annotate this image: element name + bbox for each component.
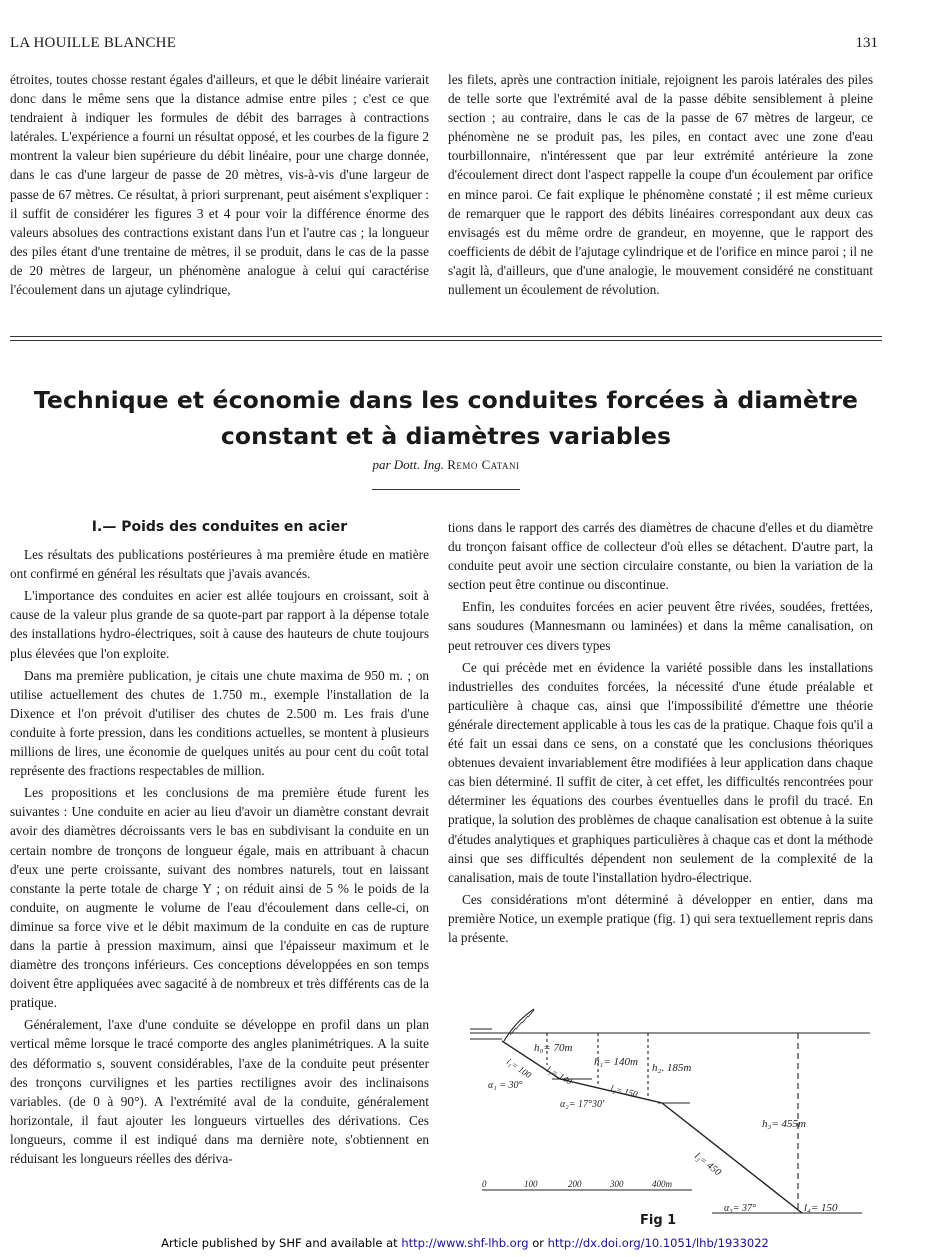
paragraph: les filets, après une contraction initiale, rejoignent les parois latérales des piles de telle sorte que l'extrémité aval de la passe débite sensiblement à pleine section ; au contraire, dans le cas de la passe de 67 mètres de largeur, ce phénomène ne se produit pas, les piles, en contact avec une zone d'eau tourbillonnaire, n'intéressent que par leur extrémité antérieure la zone d'écoulement direct dont l'aspect rappelle la coupe d'un écoulement par orifice en mince paroi. Ce fait explique le phénomène constaté ; il est même curieux de remarquer que le rapport des débits linéaires correspondant aux deux cas envisagés est du même ordre de grandeur, en moyenne, que le rapport des coefficients de débit de l'ajutage cylindrique et de l'orifice en mince paroi ; il ne s'agit là, d'ailleurs, que d'une analogie, le mouvement considéré ne constituant nullement un écoulement de révolution. [448, 72, 873, 298]
article-title-line: Technique et économie dans les conduites forcées à diamètre [33, 386, 859, 414]
separator-rule [10, 336, 882, 337]
label-l1: l₁= 140 [545, 1064, 574, 1087]
penstock-profile-figure [462, 1005, 882, 1235]
label-l2: l₂= 150 [609, 1083, 639, 1100]
label-h2: h₂. 185m [652, 1062, 692, 1074]
byline-prefix: par Dott. Ing. [372, 457, 444, 472]
label-a2: α₂= 17°30' [560, 1099, 605, 1110]
label-h0: h₀= 70m [534, 1042, 573, 1054]
footer-prefix: Article published by SHF and available at [161, 1236, 398, 1250]
paragraph: Généralement, l'axe d'une conduite se développe en profil dans un plan vertical même lorsque le tracé comporte des angles planimétriques. A la suite des déformatio s, souvent considérables, l'axe de la conduite peut présenter des tronçons curvilignes et les parties rectilignes avoir des inclinaisons variables. (de 0 à 90°). A l'extrémité aval de la conduite, généralement horizontale, il faut ajouter les longueurs virtuelles des dérivations. Ces longueurs, comme il est indiqué dans ma dernière note, s'obtiennent en réduisant les longueurs réelles des dériva- [10, 1017, 429, 1166]
paragraph: tions dans le rapport des carrés des diamètres de chacune d'elles et du diamètre du tronçon faisant office de collecteur d'où elles se détachent. D'autre part, la conduite peut avoir une section circulaire constante, ou bien la variation de la section peut être continue ou discontinue. [448, 520, 873, 593]
separator-rule [10, 340, 882, 341]
footer-link[interactable]: http://dx.doi.org/10.1051/lhb/1933022 [547, 1236, 769, 1250]
scale-tick: 400m [652, 1179, 672, 1189]
paragraph: Les résultats des publications postérieures à ma première étude en matière ont confirmé en général les résultats que j'avais avancés. [10, 547, 429, 582]
byline-rule [372, 489, 520, 490]
label-i1: i₁= 100 [504, 1056, 534, 1081]
scale-tick: 300 [610, 1179, 624, 1189]
article-title [10, 382, 882, 454]
article-title-line: constant et à diamètres variables [220, 422, 672, 450]
figure-caption: Fig 1 [640, 1213, 677, 1228]
footer-link[interactable]: http://www.shf-lhb.org [401, 1236, 529, 1250]
label-h3: h₃= 455m [762, 1118, 806, 1130]
paragraph: Enfin, les conduites forcées en acier peuvent être rivées, soudées, frettées, sans soudures (Mannesmann ou laminées) et dans la même canalisation, on peut retrouver ces divers types [448, 599, 873, 653]
label-l3: l₃= 450 [692, 1150, 723, 1179]
body-left-column [10, 518, 429, 1168]
paragraph: Dans ma première publication, je citais une chute maxima de 950 m. ; on utilise actuellement des chutes de 1.750 m., exemple l'installation de la Dixence et l'on prévoit d'utiliser des chutes de 2.500 m. Les frais d'une conduite à forte pression, dans les conditions actuelles, se montent à plusieurs millions de lires, une économie de quelques unités au pour cent du coût total représente des fractions respectables de million. [10, 667, 429, 779]
page-number: 131 [855, 35, 878, 51]
paragraph: Ce qui précède met en évidence la variété possible dans les installations industrielles des conduites forcées, la nécessité d'une étude préalable et particulière à chaque cas, ainsi que l'impossibilité d'émettre une théorie générale directement applicable à tous les cas de la pratique. Chaque fois qu'il a été fait un essai dans ce sens, on a constaté que les conclusions théoriques obtenues devaient invariablement être modifiées à leur application dans chaque cas bien déterminé. Il suffit de citer, à cet effet, les difficultés rencontrées pour déterminer les équations des courbes éventuelles dans le profil du tracé. En pratique, la solution des problèmes de chaque canalisation est obtenue à la suite d'études analytiques et graphiques particulières à chaque cas et dont la méthode ainsi que ses difficultés dépendent non seulement de la complexité de la canalisation, mais de toute l'installation hydro-électrique. [448, 659, 873, 885]
scale-tick: 0 [482, 1179, 487, 1189]
journal-name: LA HOUILLE BLANCHE [10, 35, 177, 51]
author-name: Remo Catani [447, 457, 520, 472]
dam-hatching [510, 1010, 534, 1035]
scale-tick: 100 [524, 1179, 538, 1189]
body-right-column [448, 518, 873, 947]
paragraph: L'importance des conduites en acier est allée toujours en croissant, soit à cause de la valeur plus grande de sa quote-part par rapport à la dépense totale des installations hydro-électriques, soit à cause des hauteurs de chute toujours plus élevées que l'on exploite. [10, 588, 429, 661]
scale-tick: 200 [568, 1179, 582, 1189]
footer-middle: or [532, 1236, 544, 1250]
paragraph: étroites, toutes chosse restant égales d'ailleurs, et que le débit linéaire varierait donc dans le même sens que la distance admise entre piles ; c'est ce que tendraient à indiquer les formules de débit des barrages à contractions latérales. L'expérience a fourni un résultat opposé, et les courbes de la figure 2 montrent la valeur bien supérieure du débit linéaire, pour une charge donnée, dans le cas d'une largeur de passe de 20 mètres, vis-à-vis d'une largeur de passe de 67 mètres. Ce résultat, à priori surprenant, peut aisément s'expliquer : il suffit de considérer les figures 3 et 4 pour voir la différence énorme des valeurs absolues des contractions existant dans l'un et l'autre cas ; la longueur des piles étant d'une trentaine de mètres, il se produit, dans le cas de la passe de 20 mètres de largeur, un phénomène analogue à celui qui caractérise l'écoulement dans un ajutage cylindrique, [10, 72, 429, 298]
running-header [10, 35, 878, 55]
byline [10, 457, 882, 473]
paragraph: Ces considérations m'ont déterminé à développer en entier, dans ma première Notice, un exemple pratique (fig. 1) qui sera textuellement repris dans la présente. [448, 891, 873, 945]
section-heading: I.— Poids des conduites en acier [91, 519, 348, 535]
paragraph: Les propositions et les conclusions de ma première étude furent les suivantes : Une conduite en acier au lieu d'avoir un diamètre constant devrait avoir des diamètres décroissants vers le bas en subdivisant la conduite en un certain nombre de tronçons de longueur égale, mais en attribuant à chacun d'eux une perte croissante, suivant des nombres naturels, tout en laissant constante la perte totale de charge Y ; on réduit ainsi de 5 % le poids de la conduite, on augmente le volume de l'eau d'écoulement dans celle-ci, on diminue sa force vive et le débit maximum de la conduite en cas de rupture dans la partie à pression maximum, ainsi que l'épaisseur maximum et le diamètre des tronçons inférieurs. Ces conceptions développées en son temps doivent être appliquées avec sagacité à de nombreux et très différents cas de la pratique. [10, 785, 429, 1011]
label-a1: α₁ = 30° [488, 1080, 523, 1091]
label-a3: α₃= 37° [724, 1203, 756, 1214]
label-h1: h₁= 140m [594, 1056, 638, 1068]
footer [0, 1236, 930, 1250]
label-l4: l₄= 150 [804, 1202, 838, 1214]
top-left-column [10, 70, 429, 299]
top-right-column [448, 70, 873, 299]
